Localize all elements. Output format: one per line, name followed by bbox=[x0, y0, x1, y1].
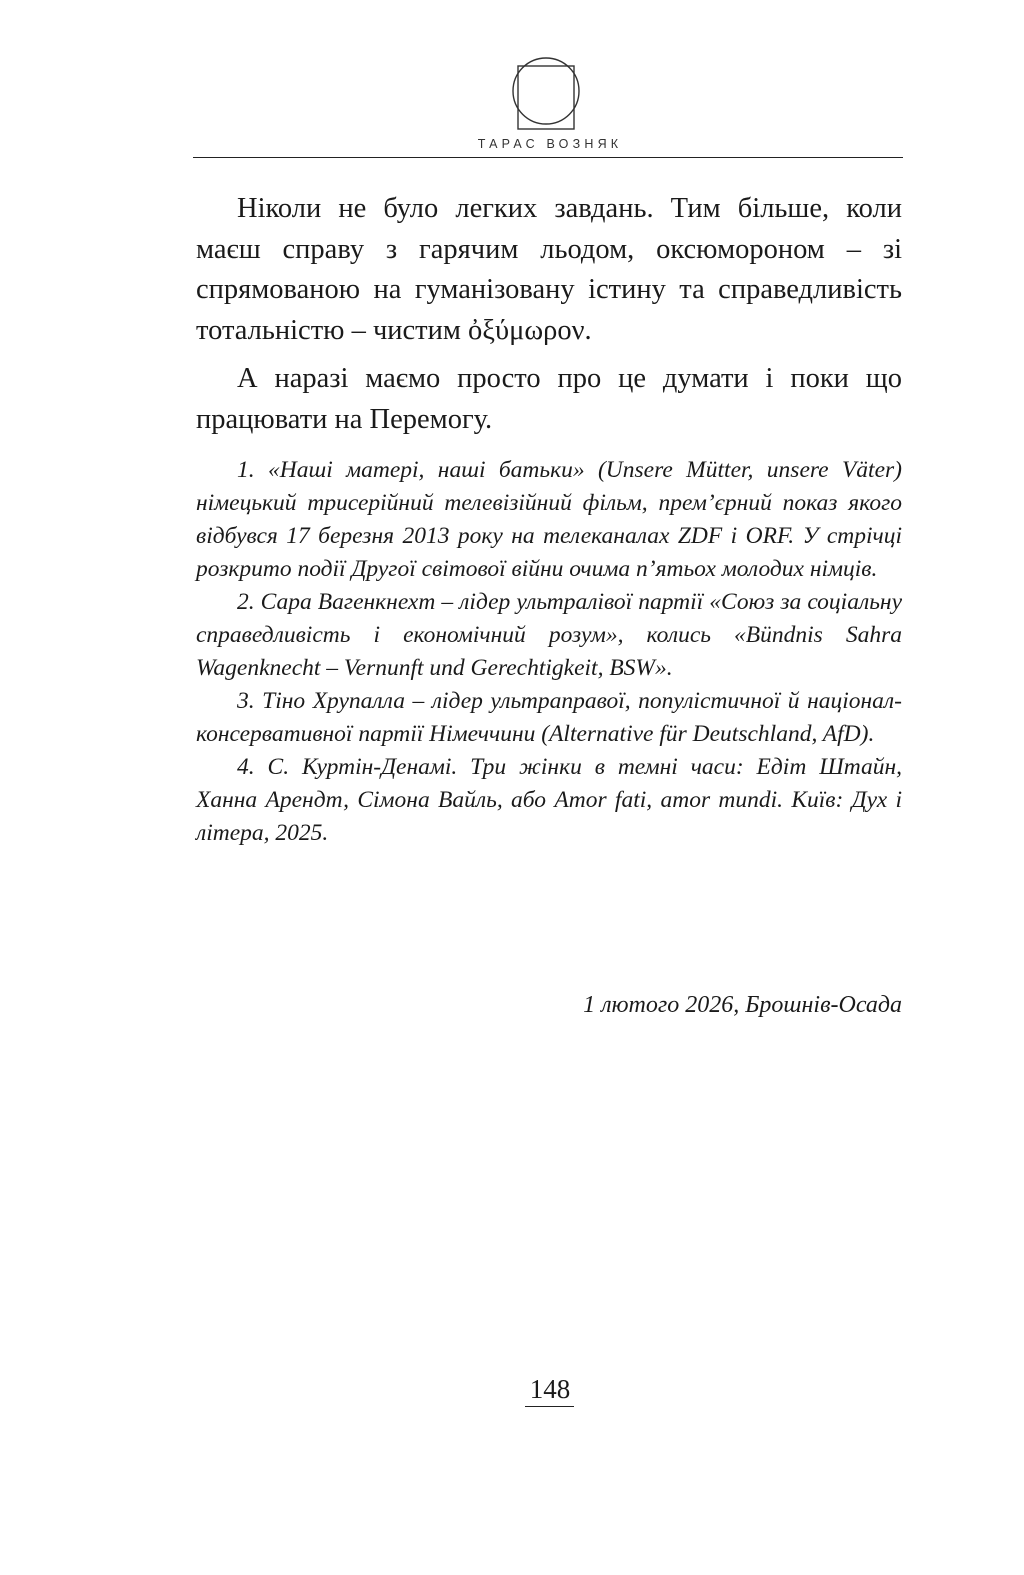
page-number-rule bbox=[525, 1406, 574, 1407]
main-text bbox=[196, 189, 902, 448]
footnote-4: 4. С. Куртін-Денамі. Три жінки в темні часи: Едіт Штайн, Ханна Арендт, Сімона Вайль, або Amor fati, amor mundi. Київ: Дух і літера, 2025. bbox=[196, 754, 902, 846]
body-paragraph: Ніколи не було легких завдань. Тим більше, коли маєш справу з гарячим льодом, оксюмороном – зі спрямованою на гуманізовану істину та справедливість тотальністю – чистим ὀξύμωρον. bbox=[196, 193, 902, 346]
running-head-author: ТАРАС ВОЗНЯК bbox=[477, 137, 623, 151]
page-number: 148 bbox=[529, 1374, 571, 1404]
header-rule bbox=[193, 157, 903, 158]
footnote-3: 3. Тіно Хрупалла – лідер ультраправої, популістичної й націонал-консервативної партії Німеччини (Alternative für Deutschland, AfD). bbox=[196, 688, 902, 747]
body-paragraph: А наразі маємо просто про це думати і поки що працювати на Перемогу. bbox=[196, 363, 902, 435]
circle-square-logo-icon bbox=[510, 49, 582, 131]
footnote-2: 2. Сара Вагенкнехт – лідер ультралівої партії «Союз за соціальну справедливість і економічний розум», колись «Bündnis Sahra Wagenknecht – Vernunft und Gerechtigkeit, BSW». bbox=[196, 589, 902, 681]
footnote-1: 1. «Наші матері, наші батьки» (Unsere Mütter, unsere Väter) німецький трисерійний телевізійний фільм, прем’єрний показ якого відбувся 17 березня 2013 року на телеканалах ZDF і ORF. У стрічці розкрито події Другої світової війни очима п’ятьох молодих німців. bbox=[196, 457, 902, 582]
dateline: 1 лютого 2026, Брошнів-Осада bbox=[583, 992, 902, 1018]
footnotes bbox=[196, 454, 902, 850]
